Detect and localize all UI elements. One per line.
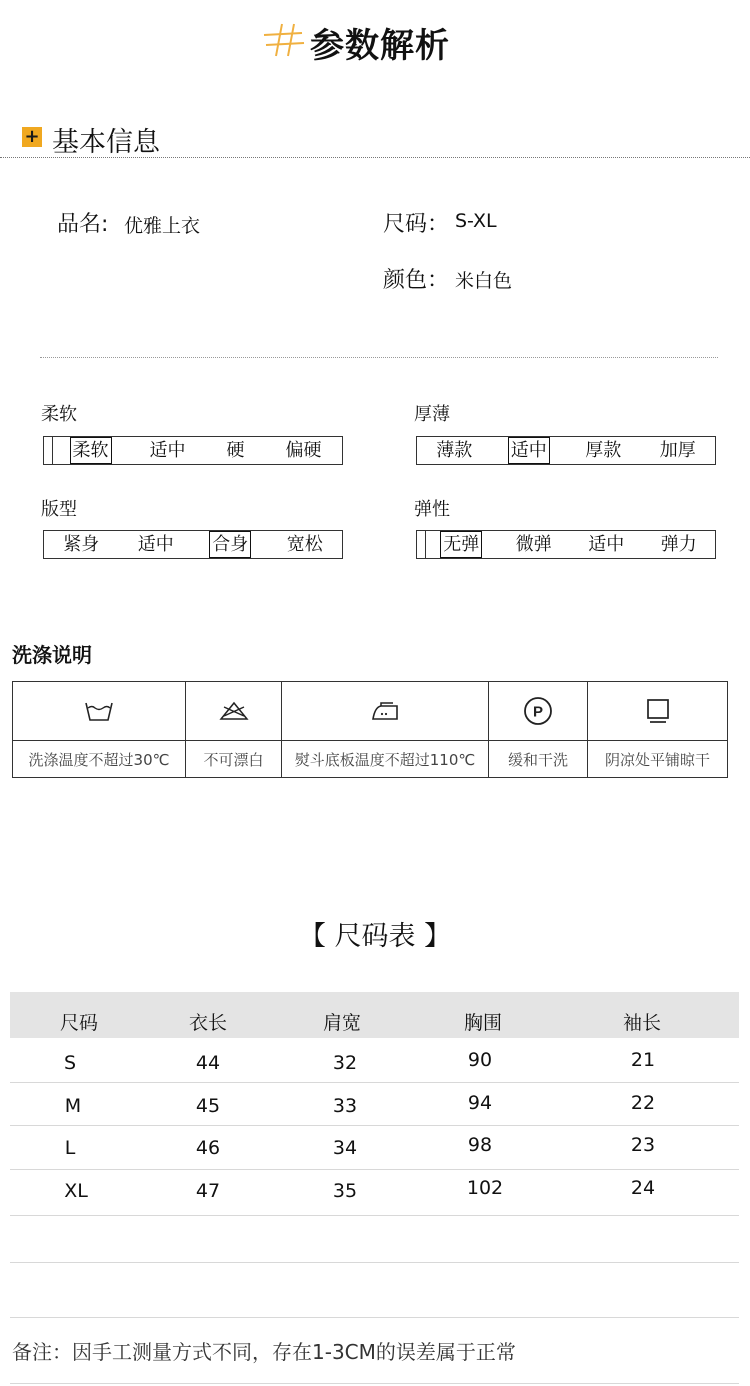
svg-text:P: P (532, 703, 544, 721)
table-cell: L (64, 1137, 76, 1159)
table-cell: 47 (195, 1180, 221, 1202)
care-item (588, 682, 727, 777)
elasticity-option: 无弹 (440, 531, 482, 558)
size-value: S-XL (455, 210, 497, 232)
color-value: 米白色 (455, 270, 513, 292)
dry-flat-shade-icon (645, 698, 671, 724)
table-cell: 22 (630, 1092, 656, 1114)
table-cell: XL (64, 1180, 88, 1202)
thickness-option: 加厚 (659, 440, 696, 461)
fit-option: 合身 (209, 531, 251, 558)
table-cell: 35 (332, 1180, 358, 1202)
thickness-label: 厚薄 (414, 404, 450, 425)
table-cell: 24 (630, 1177, 656, 1199)
fit-scale (43, 530, 343, 559)
column-header-length: 衣长 (188, 1012, 228, 1034)
thickness-scale (416, 436, 716, 465)
care-item (186, 682, 282, 777)
footnote: 备注：因手工测量方式不同，存在1-3CM的误差属于正常 (12, 1340, 516, 1364)
no-bleach-icon (219, 700, 249, 722)
fit-option: 紧身 (63, 534, 100, 555)
table-cell: 90 (467, 1049, 493, 1071)
elasticity-label: 弹性 (414, 499, 450, 520)
size-label: 尺码： (383, 212, 450, 237)
thickness-option: 厚款 (585, 440, 622, 461)
care-text: 不可漂白 (203, 750, 264, 769)
row-divider (10, 1383, 739, 1384)
table-cell: 32 (332, 1052, 358, 1074)
iron-icon (370, 700, 400, 722)
care-text: 洗涤温度不超过30℃ (28, 750, 170, 769)
care-table (12, 681, 728, 778)
name-label: 品名: (57, 212, 109, 237)
table-cell: S (63, 1052, 77, 1074)
care-text: 缓和干洗 (507, 750, 568, 769)
color-label: 颜色： (383, 268, 450, 293)
care-item (489, 682, 588, 777)
row-divider (10, 1169, 739, 1170)
size-table-title: 【 尺码表 】 (298, 921, 452, 952)
table-cell: 45 (195, 1095, 221, 1117)
name-value: 优雅上衣 (124, 215, 201, 237)
row-divider (10, 1262, 739, 1263)
thickness-option: 适中 (508, 437, 550, 464)
softness-option: 柔软 (70, 437, 112, 464)
softness-scale (43, 436, 343, 465)
softness-label: 柔软 (41, 404, 77, 425)
elasticity-option: 弹力 (660, 534, 697, 555)
page-title: 参数解析 (310, 26, 450, 66)
table-cell: M (64, 1095, 82, 1117)
column-header-size: 尺码 (59, 1012, 99, 1034)
dotted-divider (0, 157, 750, 158)
dry-clean-p-icon (522, 695, 554, 727)
column-header-bust: 胸围 (463, 1012, 503, 1034)
dotted-divider (40, 357, 718, 358)
fit-option: 适中 (137, 534, 174, 555)
care-text: 阴凉处平铺晾干 (604, 750, 710, 769)
care-text: 熨斗底板温度不超过110℃ (294, 750, 476, 769)
softness-option: 适中 (149, 440, 186, 461)
section-title-basic-info: 基本信息 (52, 127, 160, 158)
elasticity-scale (416, 530, 716, 559)
wash-tub-icon (84, 699, 114, 723)
table-cell: 33 (332, 1095, 358, 1117)
column-header-sleeve: 袖长 (622, 1012, 662, 1034)
column-header-shoulder: 肩宽 (322, 1012, 362, 1034)
row-divider (10, 1082, 739, 1083)
care-item (282, 682, 489, 777)
table-cell: 23 (630, 1134, 656, 1156)
table-cell: 34 (332, 1137, 358, 1159)
care-section-title: 洗涤说明 (12, 643, 92, 667)
row-divider (10, 1317, 739, 1318)
fit-label: 版型 (41, 499, 77, 520)
table-cell: 94 (467, 1092, 493, 1114)
softness-option: 硬 (226, 440, 245, 461)
care-item (13, 682, 186, 777)
table-cell: 102 (466, 1177, 504, 1199)
hash-decoration-icon (262, 20, 308, 60)
row-divider (10, 1215, 739, 1216)
plus-icon: + (22, 127, 42, 147)
elasticity-option: 适中 (588, 534, 625, 555)
table-cell: 46 (195, 1137, 221, 1159)
table-cell: 21 (630, 1049, 656, 1071)
fit-option: 宽松 (286, 534, 323, 555)
softness-option: 偏硬 (285, 440, 322, 461)
table-cell: 98 (467, 1134, 493, 1156)
elasticity-option: 微弹 (515, 534, 552, 555)
row-divider (10, 1125, 739, 1126)
thickness-option: 薄款 (436, 440, 473, 461)
table-cell: 44 (195, 1052, 221, 1074)
